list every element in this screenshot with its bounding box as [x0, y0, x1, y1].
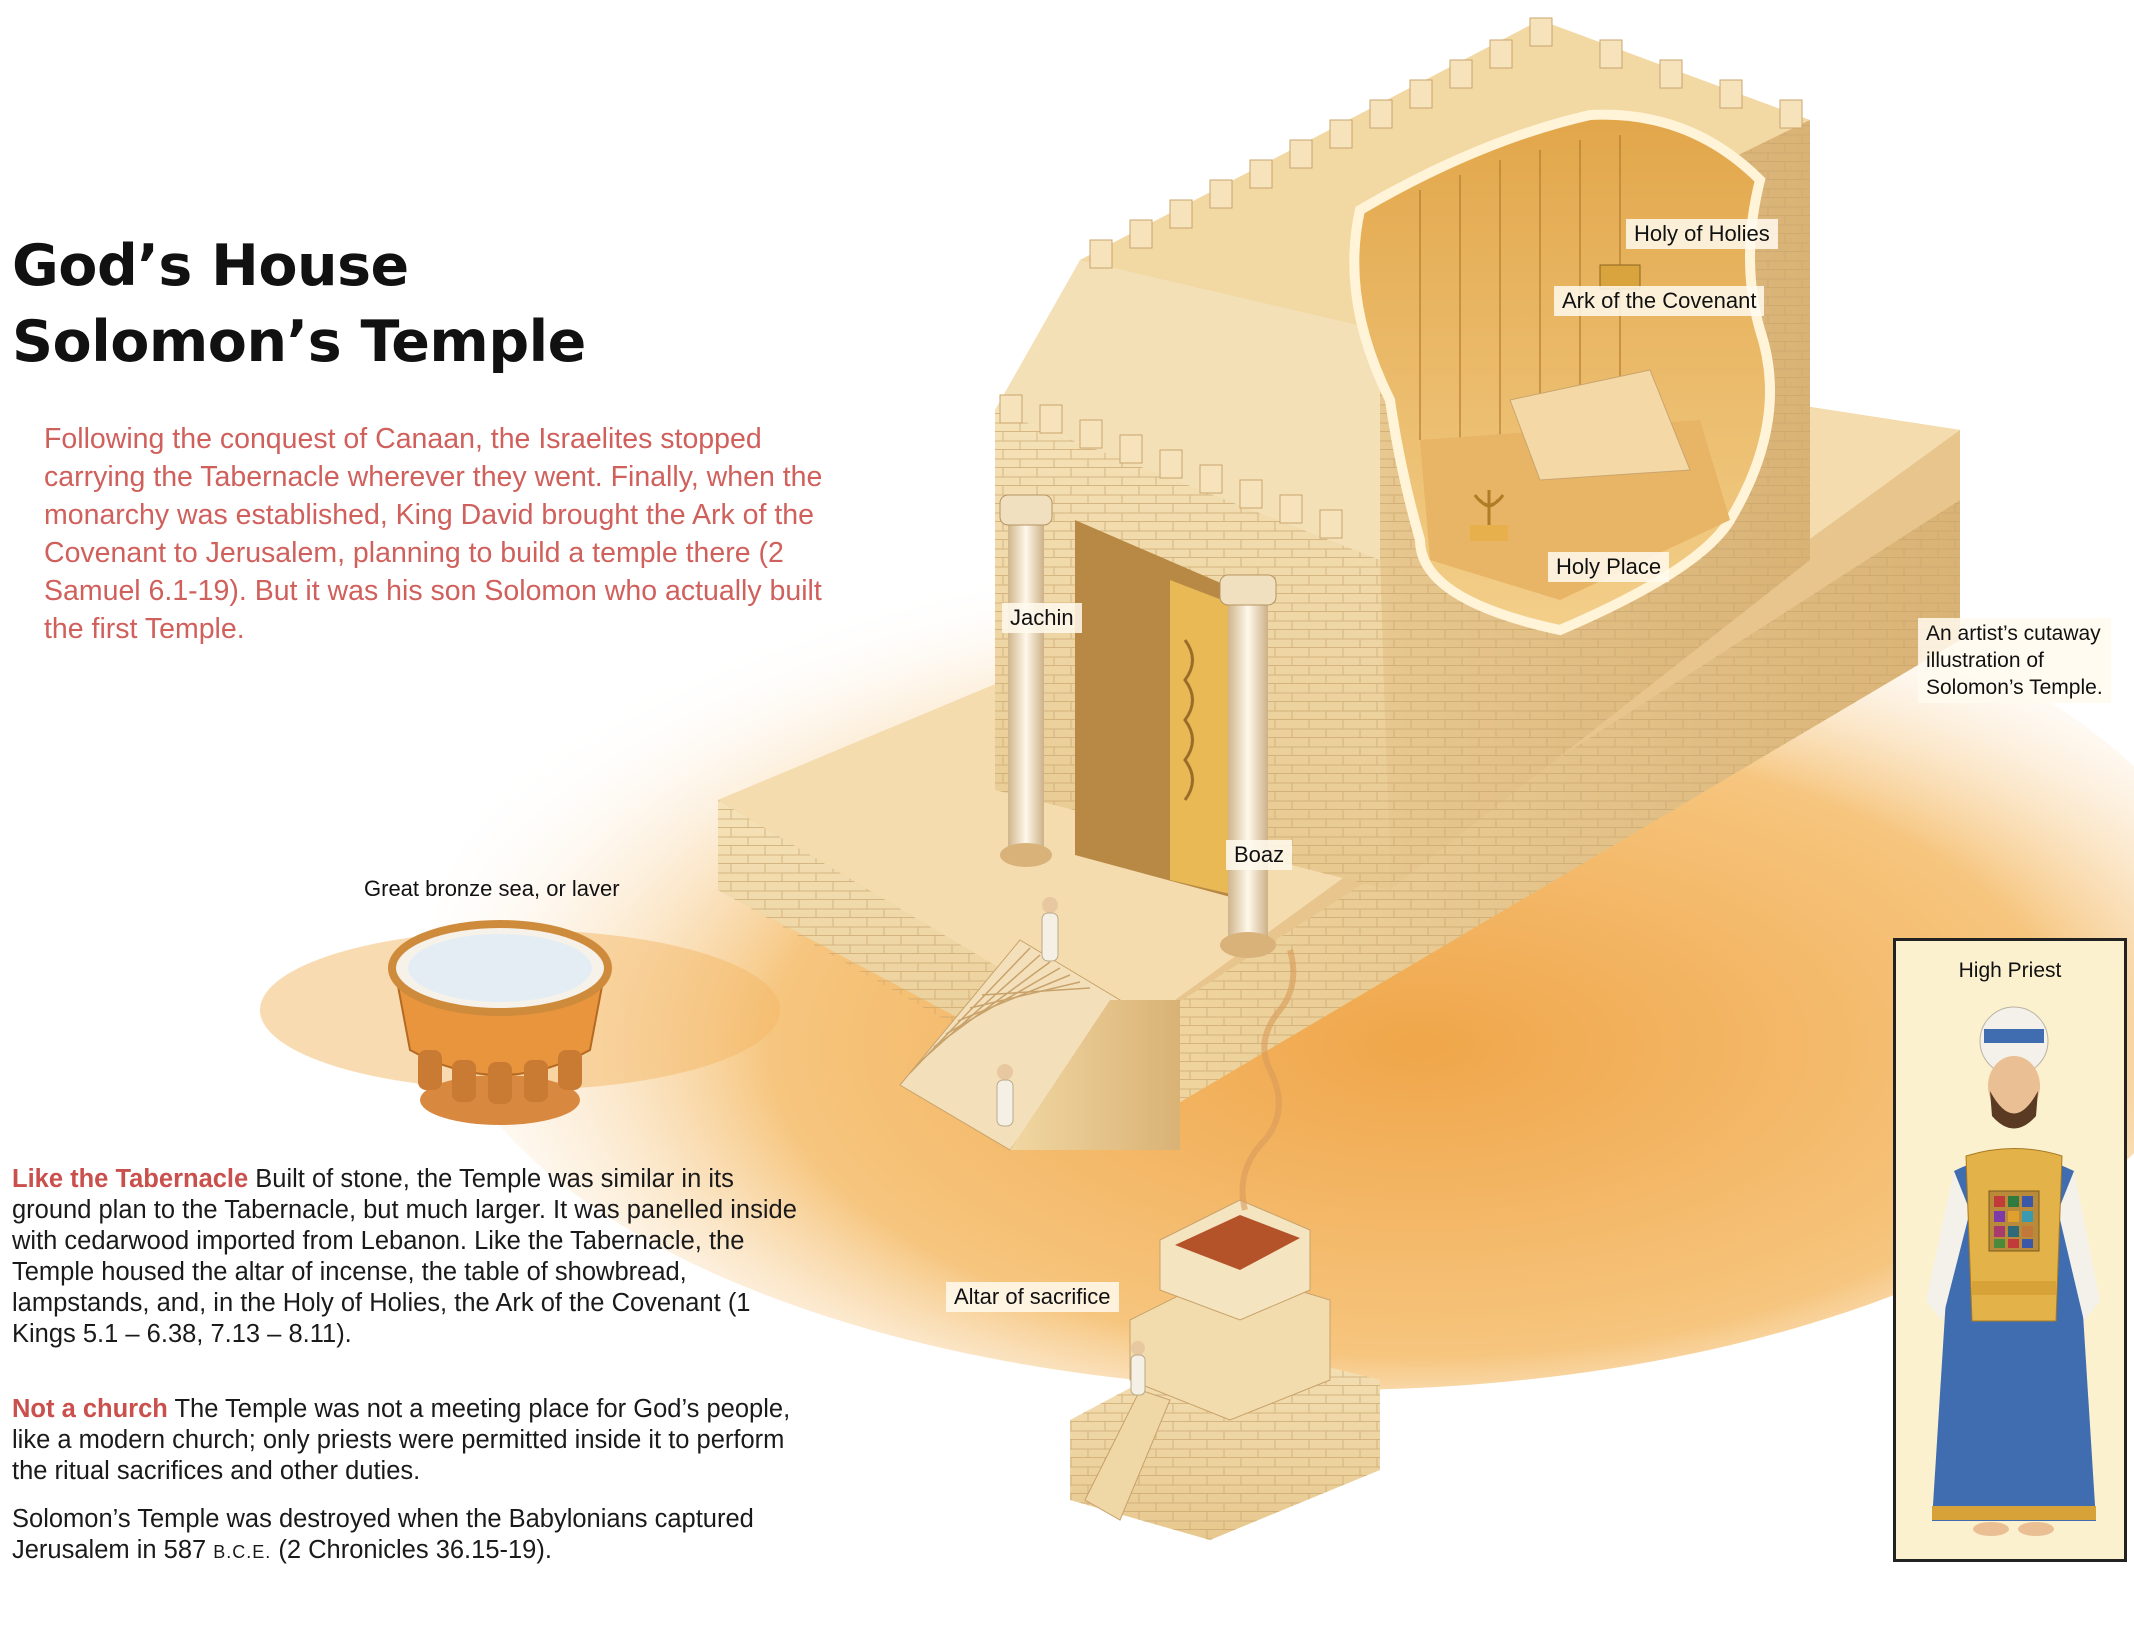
label-laver: Great bronze sea, or laver	[364, 876, 620, 901]
destroyed-era: B.C.E.	[213, 1542, 272, 1562]
bronze-sea-laver	[392, 924, 608, 1125]
title-line-1: God’s House	[12, 233, 409, 299]
destroyed-text-before: Solomon’s Temple was destroyed when the Babylonians captured Jerusalem in 587	[12, 1505, 754, 1564]
section-lead-tabernacle: Like the Tabernacle	[12, 1165, 249, 1193]
label-altar-of-sacrifice: Altar of sacrifice	[946, 1282, 1119, 1312]
label-holy-of-holies: Holy of Holies	[1626, 219, 1778, 249]
section-like-the-tabernacle	[12, 1164, 802, 1350]
label-jachin: Jachin	[1002, 603, 1082, 633]
high-priest-figure	[1896, 941, 2130, 1565]
section-destroyed	[12, 1504, 802, 1568]
section-lead-church: Not a church	[12, 1395, 168, 1423]
section-text-tabernacle: Built of stone, the Temple was similar in its ground plan to the Tabernacle, but much larger. It was panelled inside with cedarwood imported from Lebanon. Like the Tabernacle, the Temple housed the altar of incense, the table of showbread, lampstands, and, in the Holy of Holies, the Ark of the Covenant (1 Kings 5.1 – 6.38, 7.13 – 8.11).	[12, 1165, 797, 1348]
caption-line-1: An artist’s cutaway	[1926, 622, 2101, 645]
title-line-2: Solomon’s Temple	[12, 309, 586, 375]
caption-line-3: Solomon’s Temple.	[1926, 676, 2103, 699]
section-text-church: The Temple was not a meeting place for God’s people, like a modern church; only priests were permitted inside it to perform the ritual sacrifices and other duties.	[12, 1395, 791, 1485]
label-boaz: Boaz	[1226, 840, 1292, 870]
intro-paragraph: Following the conquest of Canaan, the Israelites stopped carrying the Tabernacle wherever they went. Finally, when the monarchy was established, King David brought the Ark of the Covenant to Jerusalem, planning to build a temple there (2 Samuel 6.1-19). But it was his son Solomon who actually built the first Temple.	[44, 423, 823, 645]
pillar-boaz	[1220, 575, 1276, 958]
illustration-caption	[1918, 618, 2111, 703]
destroyed-text-after: (2 Chronicles 36.15-19).	[271, 1536, 552, 1564]
high-priest-inset	[1893, 938, 2127, 1562]
label-ark-of-the-covenant: Ark of the Covenant	[1554, 286, 1764, 316]
section-not-a-church	[12, 1394, 802, 1487]
page-title	[12, 228, 586, 380]
label-high-priest: High Priest	[1958, 959, 2062, 982]
figure-priest-stairs	[997, 1064, 1013, 1126]
figure-priest-altar	[1131, 1341, 1145, 1395]
caption-line-2: illustration of	[1926, 649, 2044, 672]
label-holy-place: Holy Place	[1548, 552, 1669, 582]
figure-priest-top	[1042, 897, 1058, 961]
